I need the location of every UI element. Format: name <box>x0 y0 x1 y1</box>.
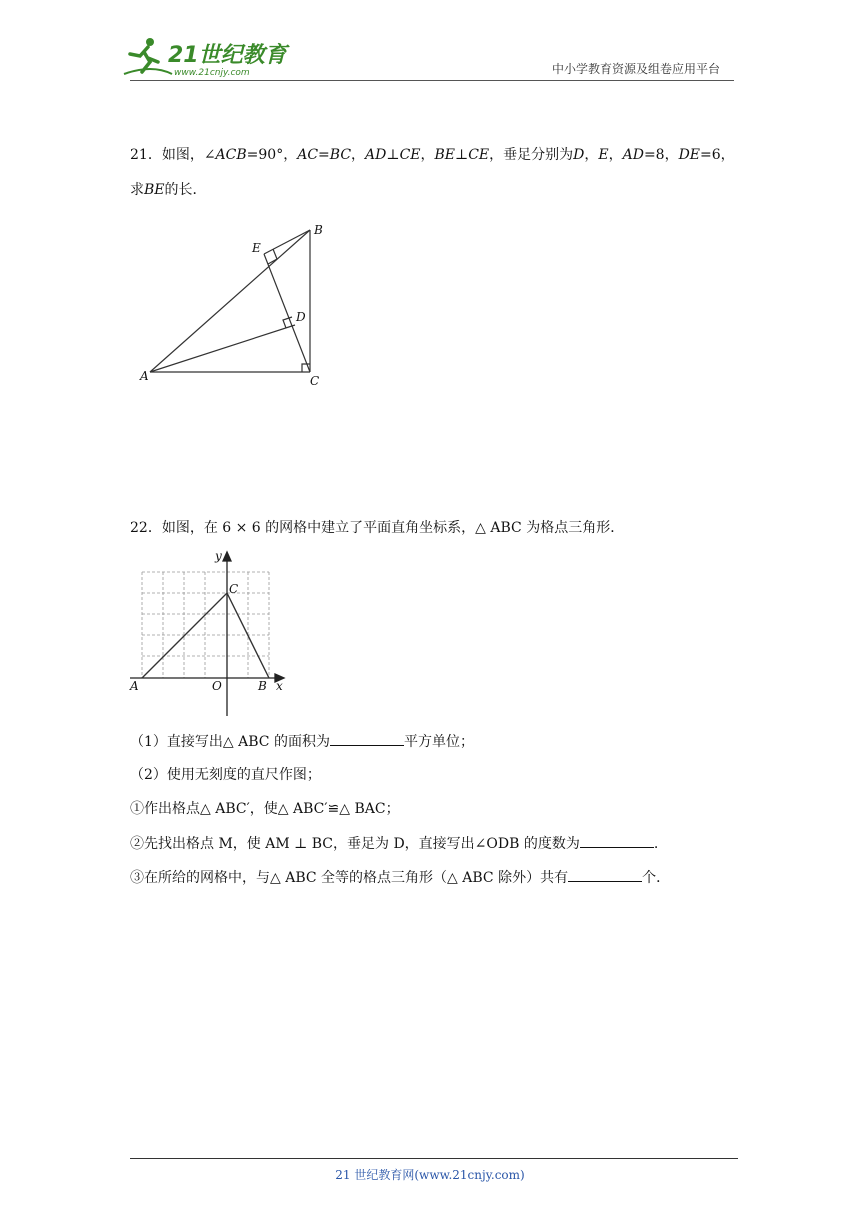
q22-sub3: ③在所给的网格中，与△ ABC 全等的格点三角形（△ ABC 除外）共有 个． <box>130 867 670 888</box>
label-d: D <box>296 310 306 324</box>
label-b: B <box>314 223 323 237</box>
q21-line1: 21．如图，∠ACB=90°，AC=BC，AD⊥CE，BE⊥CE，垂足分别为D，E，AD=8，DE=6， <box>130 147 735 163</box>
label-e: E <box>252 241 261 255</box>
q21-line2: 求BE的长． <box>130 182 207 198</box>
q21-figure <box>138 220 338 390</box>
answer-blank-count <box>568 867 642 882</box>
q22-part2: （2）使用无刻度的直尺作图； <box>130 767 321 783</box>
header-divider <box>130 80 734 81</box>
label-c: C <box>310 374 320 388</box>
y-axis-arrow <box>223 552 231 561</box>
logo-url: www.21cnjy.com <box>174 68 250 78</box>
label-y: y <box>215 549 222 563</box>
label-a: A <box>130 679 139 693</box>
triangle-abc <box>142 593 269 678</box>
q22-part1: （1）直接写出△ ABC 的面积为 平方单位； <box>130 731 474 752</box>
label-o: O <box>212 679 222 693</box>
label-c: C <box>229 582 239 596</box>
footer-divider <box>130 1158 738 1159</box>
runner-icon <box>124 38 172 74</box>
q22-grid-figure <box>128 548 296 718</box>
logo <box>122 34 292 78</box>
logo-text: 21世纪教育 <box>168 43 287 68</box>
header-platform-text: 中小学教育资源及组卷应用平台 <box>551 62 720 76</box>
segment-ad <box>150 325 295 372</box>
q22-stem: 22．如图，在 6 × 6 的网格中建立了平面直角坐标系，△ ABC 为格点三角形． <box>130 520 625 536</box>
answer-blank-area <box>330 731 404 746</box>
label-x: x <box>276 679 283 693</box>
segment-ab <box>150 230 310 372</box>
dashed-grid <box>142 572 269 678</box>
footer-link[interactable]: 21 世纪教育网(www.21cnjy.com) <box>335 1168 525 1182</box>
q22-sub1: ①作出格点△ ABC′，使△ ABC′≌△ BAC； <box>130 801 400 817</box>
label-b: B <box>258 679 267 693</box>
answer-blank-angle <box>580 833 654 848</box>
label-a: A <box>140 369 149 383</box>
q22-sub2: ②先找出格点 M，使 AM ⊥ BC，垂足为 D，直接写出∠ODB 的度数为 . <box>130 833 658 854</box>
